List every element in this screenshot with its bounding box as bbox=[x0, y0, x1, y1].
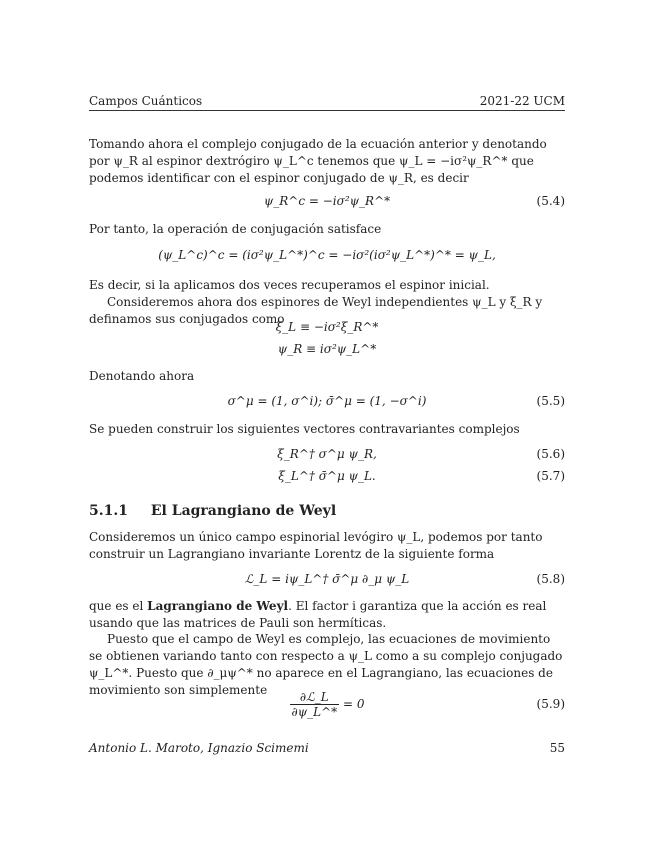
section-heading bbox=[89, 503, 336, 519]
equation-expr: (ψ_L^c)^c = (iσ²ψ_L^*)^c = −iσ²(iσ²ψ_L^*)^* = ψ_L, bbox=[158, 248, 496, 262]
equation-expr: σ^μ = (1, σ^i); σ̄^μ = (1, −σ^i) bbox=[227, 394, 427, 408]
equation-expr: ξ_L ≡ −iσ²ξ_R^* bbox=[275, 320, 379, 334]
equation-def-xi bbox=[89, 318, 565, 336]
paragraph-4: Consideremos ahora dos espinores de Weyl independientes ψ_L y ξ_R y definamos sus conjugados como bbox=[89, 295, 543, 326]
partial-fraction bbox=[290, 690, 340, 719]
equation-expr: ψ_R^c = −iσ²ψ_R^* bbox=[263, 194, 391, 208]
page-number: 55 bbox=[549, 741, 565, 755]
paragraph-2: Por tanto, la operación de conjugación satisface bbox=[89, 222, 382, 236]
equation-5-4 bbox=[89, 192, 565, 210]
paragraph-8-lead: que es el bbox=[89, 599, 144, 613]
footer-authors: Antonio L. Maroto, Ignazio Scimemi bbox=[89, 741, 309, 755]
paragraph-6: Se pueden construir los siguientes vectores contravariantes complejos bbox=[89, 422, 520, 436]
paragraph-8-rest: . El factor i garantiza que la acción es real usando que las matrices de Pauli son hermíticas. bbox=[89, 599, 547, 630]
header-course: 2021-22 UCM bbox=[479, 94, 565, 108]
equation-conjugation bbox=[89, 246, 565, 264]
equation-expr: ψ_R ≡ iσ²ψ_L^* bbox=[277, 342, 377, 356]
equation-rhs: = 0 bbox=[342, 697, 365, 711]
paragraph-5: Denotando ahora bbox=[89, 369, 195, 383]
equation-5-8 bbox=[89, 570, 565, 588]
paragraph-1: Tomando ahora el complejo conjugado de la ecuación anterior y denotando por ψ_R al espinor dextrógiro ψ_L^c tenemos que ψ_L = −iσ²ψ_R^* que podemos identificar con el espinor conjugado de ψ_R, es decir bbox=[89, 137, 547, 185]
header-title: Campos Cuánticos bbox=[89, 94, 203, 108]
equation-5-6 bbox=[89, 445, 565, 463]
equation-number: (5.6) bbox=[536, 447, 565, 461]
paragraph-8 bbox=[89, 598, 565, 632]
running-header bbox=[89, 94, 565, 111]
section-title: El Lagrangiano de Weyl bbox=[150, 503, 337, 519]
equation-number: (5.4) bbox=[536, 194, 565, 208]
equation-number: (5.8) bbox=[536, 572, 565, 586]
equation-number: (5.5) bbox=[536, 394, 565, 408]
lagrangian-term: Lagrangiano de Weyl bbox=[147, 599, 289, 613]
paragraph-9: Puesto que el campo de Weyl es complejo, las ecuaciones de movimiento se obtienen variando tanto con respecto a ψ_L como a su complejo conjugado ψ_L^*. Puesto que ∂_μψ^* no aparece en el Lagrangiano, las ecuaciones de movimiento son simplemente bbox=[89, 632, 563, 697]
fraction-numerator: ∂ℒ_L bbox=[290, 690, 340, 705]
equation-5-9 bbox=[89, 688, 565, 720]
equation-number: (5.9) bbox=[536, 697, 565, 711]
equation-expr: ξ_R^† σ^μ ψ_R, bbox=[277, 447, 377, 461]
equation-expr: ξ_L^† σ̄^μ ψ_L. bbox=[278, 469, 376, 483]
equation-expr: ℒ_L = iψ_L^† σ̄^μ ∂_μ ψ_L bbox=[244, 572, 410, 586]
equation-5-7 bbox=[89, 467, 565, 485]
paragraph-3: Es decir, si la aplicamos dos veces recuperamos el espinor inicial. bbox=[89, 278, 490, 292]
equation-5-5 bbox=[89, 392, 565, 410]
paragraph-7: Consideremos un único campo espinorial levógiro ψ_L, podemos por tanto construir un Lagrangiano invariante Lorentz de la siguiente forma bbox=[89, 530, 543, 561]
section-number: 5.1.1 bbox=[89, 503, 128, 519]
equation-number: (5.7) bbox=[536, 469, 565, 483]
fraction-denominator: ∂ψ_L^* bbox=[291, 705, 338, 719]
equation-def-psi bbox=[89, 340, 565, 358]
